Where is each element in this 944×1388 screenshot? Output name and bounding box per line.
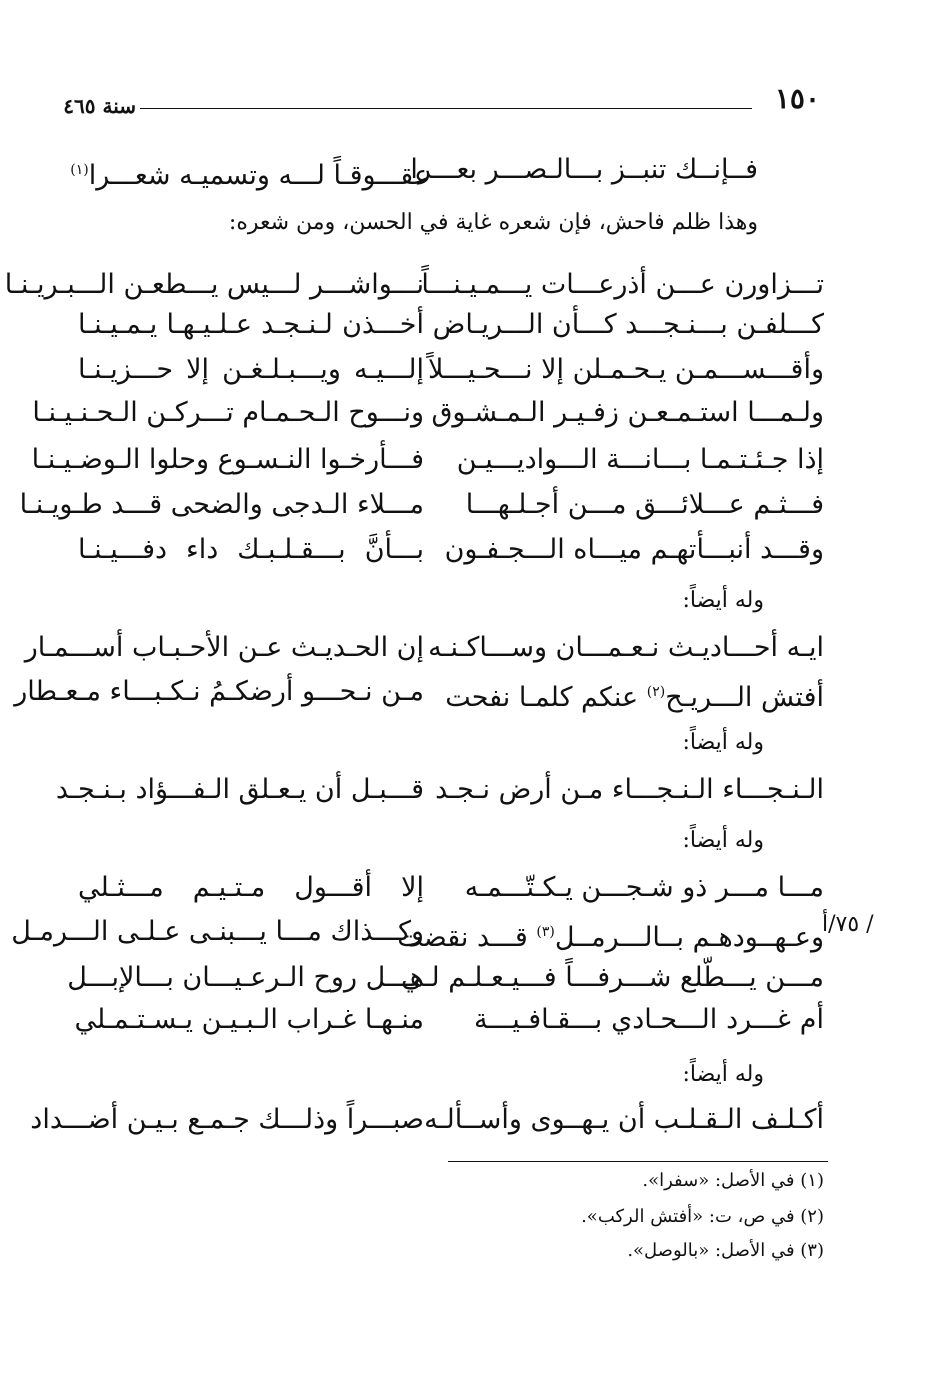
page-number: ١٥٠ xyxy=(774,82,820,115)
section-heading-4: وله أيضاً: xyxy=(682,1062,764,1087)
header-rule xyxy=(140,108,752,109)
verse-1-first-hemistich: فــإنــك تنبــز بـــالـصـــر بعـــرا xyxy=(410,154,758,185)
verse-a-9-post: عنكم كلمـا نفحت xyxy=(445,682,639,713)
verse-a-13: مـــن يـــطّلع شـــرفـــاً فـــيـعـلـم لـي xyxy=(401,962,824,993)
footnote-ref-2: (٢) xyxy=(646,684,666,700)
verse-b-15: صبـــراً وذلـــك جـمـع بـيـن أضـــداد xyxy=(30,1104,424,1135)
verse-b-13: هـــل روح الـرعـيـــان بـــالإبـــل xyxy=(67,962,424,993)
verse-b-6: مـــلاء الـدجى والضحى قـــد طـويـنـا xyxy=(19,489,424,520)
verse-1-second-text: عقـــوقـاً لـــه وتسميـه شعـــرا xyxy=(88,160,430,191)
verse-a-12 xyxy=(397,912,824,953)
verse-a-1: تـــزاورن عـــن أذرعـــات يـــمـيـنـــاً xyxy=(421,269,824,300)
verse-a-6: فـــثـم عـــلائـــق مـــن أجـلـهـــا xyxy=(465,489,824,520)
verse-b-3: إلـــيـه ويـــبـلـغـن إلا حـــزيـنـا xyxy=(78,354,424,385)
footnote-ref-3: (٣) xyxy=(536,924,555,940)
verse-a-2: كـــلفـن بـــنـجـــد كـــأن الـــريـاض xyxy=(432,309,824,340)
footnote-3: (٣) في الأصل: «بالوصل». xyxy=(627,1240,824,1261)
verse-a-3: وأقـــســـمـن يـحـمـلن إلا نـــحـيـــلاً xyxy=(427,354,824,385)
section-heading-3: وله أيضاً: xyxy=(682,828,764,853)
footnote-ref-1: (١) xyxy=(70,162,89,178)
verse-b-8: إن الحـديـث عـن الأحـبـاب أســـمـار xyxy=(24,632,424,663)
verse-a-10: الـنـجـــاء الـنـجـــاء مـن أرض نـجـد xyxy=(435,774,824,805)
verse-b-11: إلا أقـــول مـتـيـم مـــثـلي xyxy=(78,872,424,903)
footnote-rule xyxy=(448,1161,828,1162)
verse-1-second-hemistich xyxy=(70,150,430,191)
verse-a-12-pre: وعـهــودهـم بــالـــرمــل xyxy=(554,922,824,953)
verse-a-8: ايـه أحـــاديـث نـعـمـــان وســـاكـنـه xyxy=(428,632,824,663)
verse-a-9-pre: أفتش الـــريـح xyxy=(665,682,824,713)
verse-b-5: فـــأرخـوا النـسـوع وحلوا الـوضـيـنـا xyxy=(31,444,424,475)
section-heading-2: وله أيضاً: xyxy=(682,730,764,755)
verse-b-10: قـــبـل أن يـعـلق الـفـــؤاد بـنـجـد xyxy=(55,774,424,805)
verse-a-15: أكـلـف الـقـلـب أن يـهــوى وأســألـه xyxy=(424,1104,824,1135)
prose-line: وهذا ظلم فاحش، فإن شعره غاية في الحسن، ومن شعره: xyxy=(228,210,758,235)
verse-a-12-post: قـــد نقضت xyxy=(397,922,528,953)
verse-b-7: بـــأنَّ بـــقـلـبـك داء دفـــيـنـا xyxy=(78,534,424,565)
verse-a-9 xyxy=(445,672,824,713)
verse-a-14: أم غـــرد الـــحـادي بـــقـافـيـــة xyxy=(474,1004,824,1035)
verse-a-11: مـــا مـــر ذو شـجـــن يـكـتّـــمـه xyxy=(464,872,824,903)
verse-b-12: وكـــذاك مـــا يـــبنـى عـلـى الـــرمـل xyxy=(11,916,424,947)
verse-b-1: نـــواشـــر لـــيس يـــطعـن الـــبـريـنـا xyxy=(4,269,424,300)
header-year: سنة ٤٦٥ xyxy=(63,94,136,118)
verse-b-2: أخـــذن لـنـجـد عـلـيـهـا يـمـيـنـا xyxy=(78,309,424,340)
verse-b-4: ونـــوح الـحـمـام تـــركـن الـحـنـيـنـا xyxy=(32,397,424,428)
footnote-2: (٢) في ص، ت: «أفتش الركب». xyxy=(581,1206,824,1227)
footnote-1: (١) في الأصل: «سفرا». xyxy=(642,1170,824,1191)
verse-b-9: مـن نـحـــو أرضكـمُ نـكـبـــاء مـعـطار xyxy=(14,676,424,707)
verse-a-4: ولـمـــا استـمـعـن زفـيـر الـمـشـوق xyxy=(431,397,824,428)
verse-a-7: وقـــد أنبـــأتهـم ميـــاه الـــجـفـون xyxy=(444,534,824,565)
section-heading-1: وله أيضاً: xyxy=(682,588,764,613)
folio-margin-note: ٧٥/أ / xyxy=(822,912,874,937)
verse-a-5: إذا جـئـتـمـا بـــانـــة الـــواديـــيـن xyxy=(456,444,824,475)
verse-b-14: منـهـا غـراب الـبـيـن يـسـتـمـلي xyxy=(74,1004,424,1035)
